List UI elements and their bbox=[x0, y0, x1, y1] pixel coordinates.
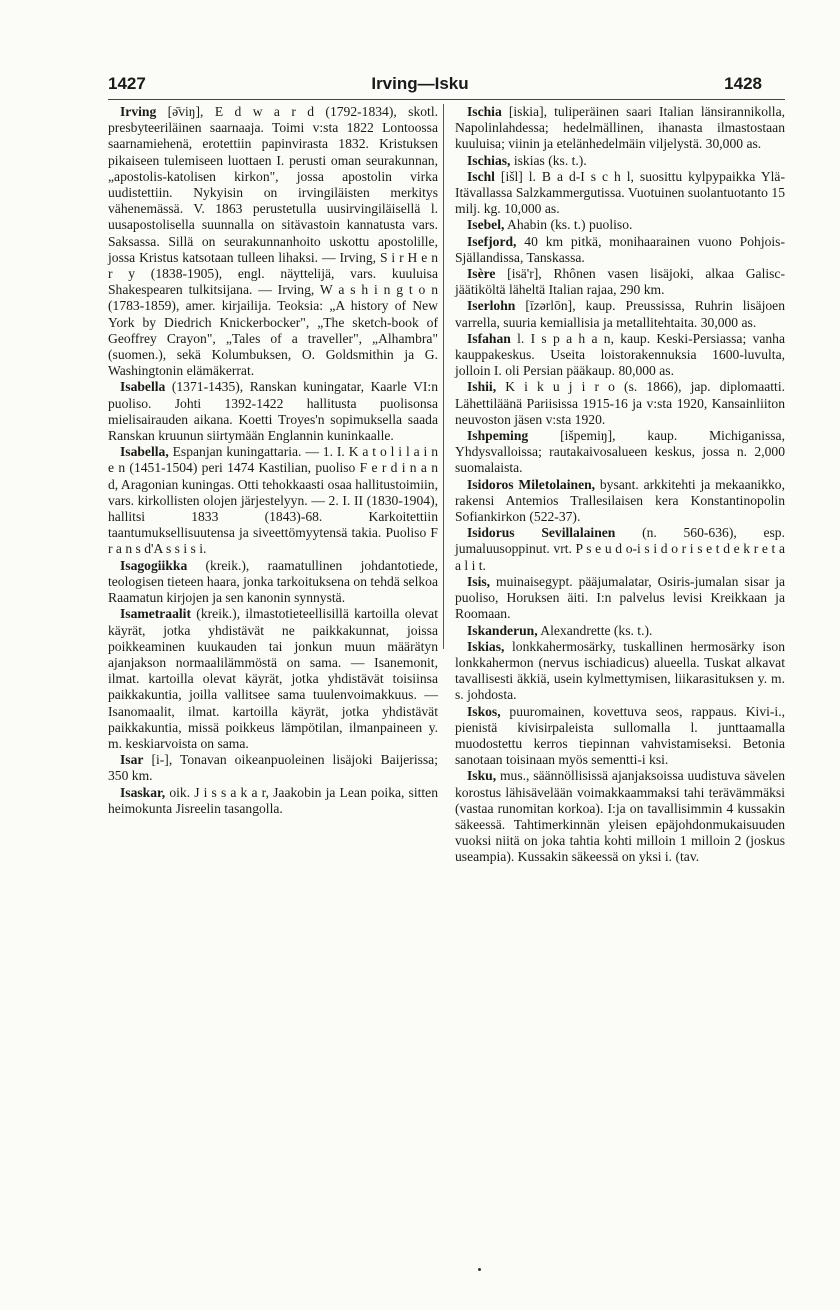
entry-text: bysant. arkkitehti ja mekaanikko, rakensi Antemios Trallesilaisen kera Konstantinopolin Sofiankirkon (522-37). bbox=[455, 476, 785, 525]
headword: Isabella, bbox=[120, 444, 169, 460]
headword: Isabella bbox=[120, 379, 166, 395]
entry-text: [isä'r], Rhônen vasen lisäjoki, alkaa Galisc-jäätiköltä läheltä Italian rajaa, 290 km. bbox=[455, 266, 785, 298]
entry-iskias bbox=[455, 639, 785, 704]
page-number-right: 1428 bbox=[724, 74, 762, 93]
entry-iserlohn bbox=[455, 298, 785, 330]
entry-isere bbox=[455, 266, 785, 298]
headword: Isagogiikka bbox=[120, 557, 188, 573]
entry-isidorus bbox=[455, 525, 785, 574]
entry-ischl bbox=[455, 169, 785, 218]
entry-text: Alexandrette (ks. t.). bbox=[537, 622, 653, 638]
entry-text: l. I s p a h a n, kaup. Keski-Persiassa; vanha kauppakeskus. Useita loistorakennuksia 1600-luvulta, jolloin I. oli Persian pääkaup. 80,000 as. bbox=[455, 330, 785, 379]
running-title: Irving—Isku bbox=[371, 74, 469, 93]
entry-irving bbox=[108, 104, 438, 379]
entry-text: Espanjan kuningattaria. — 1. I. K a t o l i l a i n e n (1451-1504) peri 1474 Kastilian, puoliso F e r d i n a n d, Aragonian kuningas. Otti tehokkaasti osaa hallitustoimiin, vars. kirkollisten olojen järjestelyyn. — 2. I. II (1830-1904), hallitsi 1833 (1843)-68. Karkoitettiin taantumuksellisuutensa ja siveettömyytensä takia. Puoliso F r a n s d'A s s i s i. bbox=[108, 444, 438, 557]
headword: Iskos, bbox=[467, 703, 501, 719]
column-divider bbox=[443, 104, 444, 649]
entry-text: [iskia], tuliperäinen saari Italian länsirannikolla, Napolinlahdessa; hedelmällinen, ihanasta ilmastostaan kuuluisa; viinin ja etelänhedelmäin viljelystä. 30,000 as. bbox=[455, 104, 785, 152]
entry-text: [i-], Tonavan oikeanpuoleinen lisäjoki Baijerissa; 350 km. bbox=[108, 752, 438, 784]
headword: Ishpeming bbox=[467, 428, 529, 444]
entry-text: [īzərlōn], kaup. Preussissa, Ruhrin lisäjoen varrella, suuria kemiallisia ja metallitehtaita. 30,000 as. bbox=[455, 298, 785, 330]
entry-text: [išl] l. B a d-I s c h l, suosittu kylpypaikka Ylä-Itävallassa Salzkammergutissa. Vuotuinen suolantuotanto 15 milj. kg. 10,000 as. bbox=[455, 168, 785, 217]
headword: Isar bbox=[120, 752, 144, 768]
headword: Isametraalit bbox=[120, 606, 191, 622]
headword: Iskanderun, bbox=[467, 622, 538, 638]
right-column bbox=[455, 104, 785, 866]
headword: Isidoros Miletolainen, bbox=[467, 476, 596, 492]
entry-isabella-2 bbox=[108, 444, 438, 557]
headword: Iskias, bbox=[467, 638, 505, 654]
entry-text: (1371-1435), Ranskan kuningatar, Kaarle VI:n puoliso. Johti 1392-1422 hallitusta puolisonsa mielisairauden aikana. Koetti Troyes'n sopimuksella saada Ranskan kruunun siirtymään Englannin kuninkaalle. bbox=[108, 379, 438, 444]
left-column bbox=[108, 104, 438, 817]
headword: Isfahan bbox=[467, 330, 511, 346]
headword: Isebel, bbox=[467, 217, 505, 233]
entry-isku bbox=[455, 768, 785, 865]
entry-isefjord bbox=[455, 234, 785, 266]
entry-ischias bbox=[455, 153, 785, 169]
entry-text: lonkkahermosärky, tuskallinen hermosärky ison lonkkahermon (nervus ischiadicus) alueella. Tuskat alkavat tavallisesti äkkiä, usein kylmettymisen, liikarasituksen y. m. s. johdosta. bbox=[455, 638, 785, 703]
headword: Ischia bbox=[467, 104, 502, 119]
entry-isagogiikka bbox=[108, 558, 438, 607]
entry-isametraalit bbox=[108, 606, 438, 752]
entry-isar bbox=[108, 752, 438, 784]
headword: Isaskar, bbox=[120, 784, 166, 800]
entry-isabella-1 bbox=[108, 379, 438, 444]
entry-isebel bbox=[455, 217, 785, 233]
entry-text: (kreik.), ilmastotieteellisillä kartoilla olevat käyrät, jotka yhdistävät ne paikkakunnat, joissa poikkeaminen kuukauden tai jonkun muun määrätyn ajanjakson normaalilämmöstä on sama. — Isanemonit, ilmat. kartoilla olevat käyrät, jotka yhdistävät toisiinsa paikkakuntia, joilla vallitsee sama tuulenvoimakkuus. — Isanomaalit, ilmat. kartoilla käyrät, jotka yhdistävät paikkakuntia, missä poikkeus lämpötilan, ilmanpaineen y. m. keskiarvoista on sama. bbox=[108, 606, 438, 751]
entry-text: Ahabin (ks. t.) puoliso. bbox=[504, 217, 633, 233]
entry-text: mus., säännöllisissä ajanjaksoissa uudistuva sävelen korostus lähisävelään voimakkaammaksi tahi terävämmäksi (vastaa runomitan korkoa). I:ja on tavallisimmin 4 kussakin säkeessä. Tahtimerkinnän yleisen epäjohdonmukaisuuden vuoksi niitä on joka tahtia kohti milloin 1 milloin 2 (joskus useampia). Kussakin säkeessä on yksi i. (tav. bbox=[455, 768, 785, 865]
headword: Isku, bbox=[467, 768, 497, 784]
entry-text: [išpemiŋ], kaup. Michiganissa, Yhdysvalloissa; rautakaivosalueen keskus, jossa n. 2,000 suomalaista. bbox=[455, 428, 785, 476]
entry-text: (n. 560-636), esp. jumaluusoppinut. vrt. P s e u d o-i s i d o r i s e t d e k r e t a a l i t. bbox=[455, 525, 785, 573]
entry-isidoros bbox=[455, 477, 785, 526]
headword: Ishii, bbox=[467, 379, 497, 395]
headword: Isefjord, bbox=[467, 233, 517, 249]
entry-ishii bbox=[455, 379, 785, 428]
entry-text: 40 km pitkä, monihaarainen vuono Pohjois-Själlandissa, Tanskassa. bbox=[455, 233, 785, 265]
entry-text: oik. J i s s a k a r, Jaakobin ja Lean poika, sitten heimokunta Jisreelin tasangolla. bbox=[108, 784, 438, 816]
headword: Isidorus Sevillalainen bbox=[467, 525, 616, 541]
headword: Irving bbox=[120, 104, 157, 119]
page-number-left: 1427 bbox=[108, 74, 146, 93]
entry-iskanderun bbox=[455, 623, 785, 639]
headword: Isis, bbox=[467, 573, 491, 589]
headword: Isère bbox=[467, 266, 496, 282]
entry-text: [ə̄viŋ], E d w a r d (1792-1834), skotl. presbyteeriläinen saarnaaja. Toimi v:sta 1822 Lontoossa saarnamiehenä, erotettiin papinvirasta 1832. Kristuksen pikaiseen tulemiseen luottaen I. perusti oman seurakunnan, „apostolis-katolisen kirkon", jossa apostolin virka uudistettiin. Nykyisin on irvingiläisten merkitys vähenemässä. V. 1863 perustetulla uusirvingiläisellä l. uusapostolisella suunnalla on sitävastoin kannatusta vars. Saksassa. Sillä on seurakunnanhoito uskottu apostolille, jossa Kristus katsotaan tulleen lihaksi. — Irving, S i r H e n r y (1838-1905), engl. näyttelijä, vars. kuuluisa Shakespearen tulkitsijana. — Irving, W a s h i n g t o n (1783-1859), amer. kirjailija. Teoksia: „A history of New York by Diedrich Knickerbocker", „The sketch-book of Geoffrey Crayon", „Tales of a traveller", „Alhambra" (suomen.), sekä Kolumbuksen, O. Goldsmithin ja G. Washingtonin elämäkerrat. bbox=[108, 104, 438, 379]
entry-text: K i k u j i r o (s. 1866), jap. diplomaatti. Lähettiläänä Pariisissa 1915-16 ja v:sta 1920, Kansainliiton neuvoston jäsen v:sta 1920. bbox=[455, 379, 785, 427]
headword: Ischl bbox=[467, 168, 495, 184]
entry-isfahan bbox=[455, 331, 785, 380]
print-speck bbox=[478, 1268, 481, 1271]
entry-text: muinaisegypt. pääjumalatar, Osiris-jumalan sisar ja puoliso, Horuksen äiti. I:n palvelus levisi Kreikkaan ja Roomaan. bbox=[455, 573, 785, 622]
entry-text: iskias (ks. t.). bbox=[510, 152, 587, 168]
entry-isaskar bbox=[108, 785, 438, 817]
headword: Iserlohn bbox=[467, 298, 516, 314]
header-rule bbox=[108, 99, 785, 100]
entry-text: (kreik.), raamatullinen johdantotiede, teologisen tieteen haara, jonka tarkoituksena on tehdä selkoa Raamatun kirjojen ja sen kanonin synnystä. bbox=[108, 557, 438, 606]
entry-ischia bbox=[455, 104, 785, 153]
headword: Ischias, bbox=[467, 152, 511, 168]
entry-isis bbox=[455, 574, 785, 623]
entry-text: puuromainen, kovettuva seos, rappaus. Kivi-i., pienistä kivisirpaleista sullomalla l. junttaamalla muodostettu kerros tiepinnan vahvistamiseksi. Betonia sanotaan toisinaan myös sementti-i ksi. bbox=[455, 703, 785, 768]
entry-ishpeming bbox=[455, 428, 785, 477]
entry-iskos bbox=[455, 704, 785, 769]
